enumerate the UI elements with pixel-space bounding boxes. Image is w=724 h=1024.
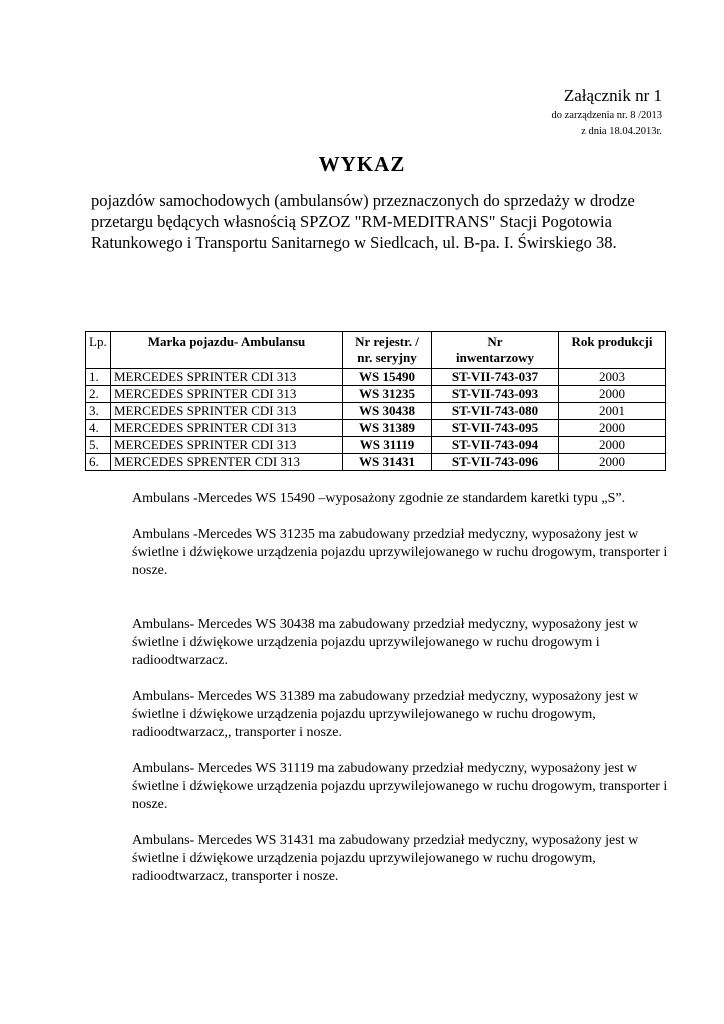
cell-make: MERCEDES SPRINTER CDI 313 [111,369,343,386]
annex-decree-date: z dnia 18.04.2013r. [581,126,662,137]
cell-inventory: ST-VII-743-095 [432,420,559,437]
header-inventory-line2: inwentarzowy [456,350,534,365]
cell-make: MERCEDES SPRINTER CDI 313 [111,437,343,454]
header-registration-line1: Nr rejestr. / [355,334,419,349]
vehicle-descriptions [132,490,672,886]
cell-inventory: ST-VII-743-080 [432,403,559,420]
table-row [86,420,666,437]
vehicle-description: Ambulans- Mercedes WS 31119 ma zabudowany przedział medyczny, wyposażony jest w świetlne i dźwiękowe urządzenia pojazdu uprzywilejowanego w ruchu drogowym, transporter i nosze. [132,761,668,812]
cell-make: MERCEDES SPRINTER CDI 313 [111,386,343,403]
table-row [86,454,666,471]
cell-lp: 1. [86,369,111,386]
vehicle-description: Ambulans -Mercedes WS 31235 ma zabudowany przedział medyczny, wyposażony jest w świetlne i dźwiękowe urządzenia pojazdu uprzywilejowanego w ruchu drogowym, transporter i nosze. [132,527,668,578]
header-registration [343,332,432,369]
table-row [86,369,666,386]
table-row [86,386,666,403]
header-inventory-line1: Nr [487,334,503,349]
vehicle-description: Ambulans -Mercedes WS 15490 –wyposażony zgodnie ze standardem karetki typu „S”. [132,491,626,506]
vehicle-description: Ambulans- Mercedes WS 31389 ma zabudowany przedział medyczny, wyposażony jest w świetlne i dźwiękowe urządzenia pojazdu uprzywilejowanego w ruchu drogowym, radioodtwarzacz,, transporter i nosze. [132,689,639,740]
header-registration-line2: nr. seryjny [357,350,417,365]
header-year: Rok produkcji [559,332,666,369]
header-lp: Lp. [86,332,111,369]
table-row [86,437,666,454]
cell-make: MERCEDES SPRENTER CDI 313 [111,454,343,471]
annex-title: Załącznik nr 1 [563,86,662,105]
vehicle-description: Ambulans- Mercedes WS 30438 ma zabudowany przedział medyczny, wyposażony jest w świetlne i dźwiękowe urządzenia pojazdu uprzywilejowanego w ruchu drogowym i radioodtwarzacz. [132,617,639,668]
cell-inventory: ST-VII-743-037 [432,369,559,386]
cell-inventory: ST-VII-743-094 [432,437,559,454]
cell-year: 2001 [559,403,666,420]
cell-year: 2000 [559,437,666,454]
vehicle-description: Ambulans- Mercedes WS 31431 ma zabudowany przedział medyczny, wyposażony jest w świetlne i dźwiękowe urządzenia pojazdu uprzywilejowanego w ruchu drogowym, radioodtwarzacz, transporter i nosze. [132,833,639,884]
cell-lp: 4. [86,420,111,437]
cell-lp: 2. [86,386,111,403]
cell-year: 2000 [559,454,666,471]
cell-registration: WS 30438 [343,403,432,420]
cell-registration: WS 15490 [343,369,432,386]
cell-year: 2000 [559,420,666,437]
cell-inventory: ST-VII-743-093 [432,386,559,403]
cell-year: 2003 [559,369,666,386]
table-row [86,403,666,420]
cell-make: MERCEDES SPRINTER CDI 313 [111,403,343,420]
cell-lp: 3. [86,403,111,420]
cell-registration: WS 31119 [343,437,432,454]
intro-paragraph: pojazdów samochodowych (ambulansów) przeznaczonych do sprzedaży w drodze przetargu będących własnością SPZOZ "RM-MEDITRANS" Stacji Pogotowia Ratunkowego i Transportu Sanitarnego w Siedlcach, ul. B-pa. I. Świrskiego 38. [91,191,635,252]
cell-lp: 6. [86,454,111,471]
cell-year: 2000 [559,386,666,403]
cell-registration: WS 31235 [343,386,432,403]
cell-inventory: ST-VII-743-096 [432,454,559,471]
annex-decree-number: do zarządzenia nr. 8 /2013 [551,110,662,121]
table-header-row [86,332,666,369]
header-make: Marka pojazdu- Ambulansu [111,332,343,369]
cell-make: MERCEDES SPRINTER CDI 313 [111,420,343,437]
header-inventory [432,332,559,369]
page-title: WYKAZ [318,152,406,176]
cell-registration: WS 31389 [343,420,432,437]
vehicles-table [85,331,666,471]
cell-lp: 5. [86,437,111,454]
cell-registration: WS 31431 [343,454,432,471]
